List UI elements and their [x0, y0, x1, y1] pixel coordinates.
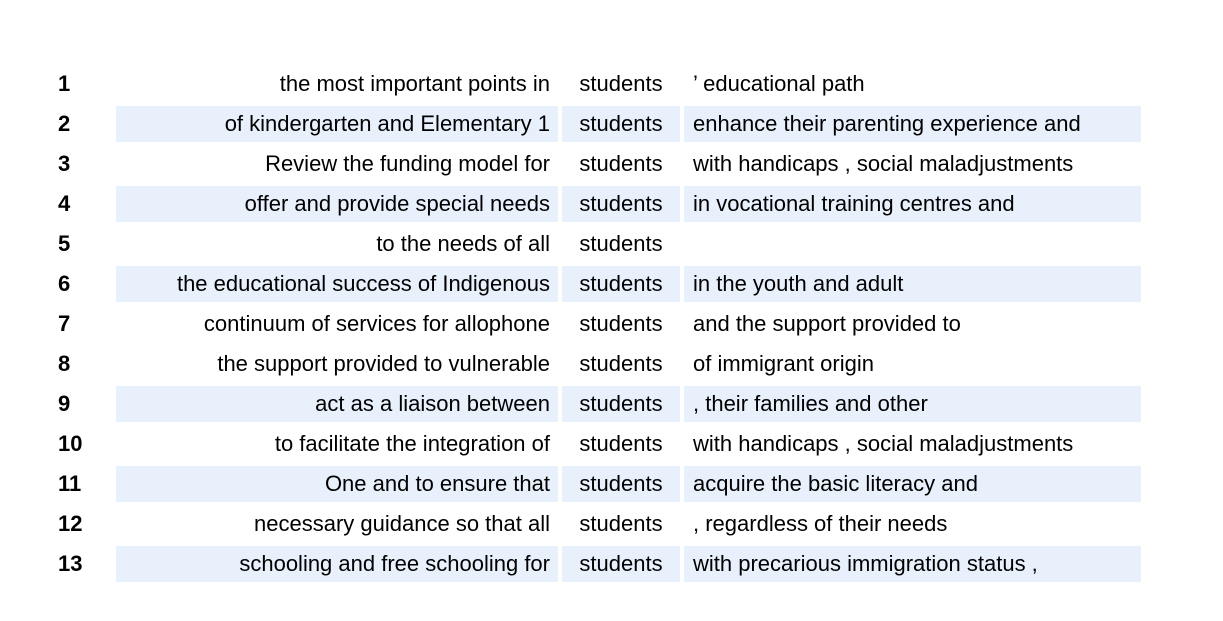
row-number: 8	[58, 351, 71, 376]
right-context: acquire the basic literacy and	[684, 466, 1141, 502]
left-context: continuum of services for allophone	[203, 311, 550, 336]
keyword: students	[579, 351, 663, 376]
left-context: act as a liaison between	[116, 386, 558, 422]
keyword: students	[562, 386, 680, 422]
row-number: 6	[58, 271, 71, 296]
keyword: students	[562, 466, 680, 502]
keyword: students	[562, 106, 680, 142]
concordance-row	[44, 346, 1141, 382]
right-context: ’ educational path	[693, 71, 865, 96]
row-number: 1	[58, 71, 71, 96]
right-context	[684, 226, 1141, 262]
row-number: 2	[58, 111, 71, 136]
left-context: schooling and free schooling for	[116, 546, 558, 582]
keyword: students	[579, 431, 663, 456]
row-number: 5	[58, 231, 71, 256]
row-number: 10	[58, 431, 83, 456]
right-context: of immigrant origin	[693, 351, 874, 376]
concordance-table	[40, 62, 1145, 586]
right-context: , their families and other	[684, 386, 1141, 422]
keyword: students	[562, 546, 680, 582]
concordance-row	[44, 466, 1141, 502]
concordance-rows	[44, 66, 1141, 582]
row-number: 12	[58, 511, 83, 536]
right-context: enhance their parenting experience and	[684, 106, 1141, 142]
keyword: students	[579, 231, 663, 256]
concordance-row	[44, 306, 1141, 342]
concordance-row	[44, 106, 1141, 142]
keyword: students	[562, 186, 680, 222]
right-context: with precarious immigration status ,	[684, 546, 1141, 582]
concordance-row	[44, 226, 1141, 262]
right-context: , regardless of their needs	[693, 511, 948, 536]
right-context: in the youth and adult	[684, 266, 1141, 302]
concordance-row	[44, 426, 1141, 462]
left-context: offer and provide special needs	[116, 186, 558, 222]
row-number: 9	[58, 391, 71, 416]
left-context: One and to ensure that	[116, 466, 558, 502]
row-number: 4	[58, 191, 71, 216]
keyword: students	[579, 511, 663, 536]
left-context: necessary guidance so that all	[254, 511, 550, 536]
concordance-row	[44, 386, 1141, 422]
concordance-row	[44, 66, 1141, 102]
concordance-row	[44, 146, 1141, 182]
left-context: Review the funding model for	[265, 151, 550, 176]
right-context: with handicaps , social maladjustments	[693, 151, 1074, 176]
concordance-row	[44, 506, 1141, 542]
left-context: to facilitate the integration of	[274, 431, 550, 456]
concordance-row	[44, 546, 1141, 582]
left-context: to the needs of all	[376, 231, 550, 256]
left-context: of kindergarten and Elementary 1	[116, 106, 558, 142]
concordance-row	[44, 186, 1141, 222]
keyword: students	[579, 71, 663, 96]
row-number: 7	[58, 311, 71, 336]
row-number: 13	[58, 551, 83, 576]
keyword: students	[579, 311, 663, 336]
concordance-row	[44, 266, 1141, 302]
row-number: 3	[58, 151, 71, 176]
left-context: the support provided to vulnerable	[217, 351, 550, 376]
left-context: the most important points in	[279, 71, 550, 96]
left-context: the educational success of Indigenous	[116, 266, 558, 302]
keyword: students	[579, 151, 663, 176]
right-context: with handicaps , social maladjustments	[693, 431, 1074, 456]
right-context: in vocational training centres and	[684, 186, 1141, 222]
row-number: 11	[58, 471, 82, 496]
keyword: students	[562, 266, 680, 302]
right-context: and the support provided to	[693, 311, 961, 336]
